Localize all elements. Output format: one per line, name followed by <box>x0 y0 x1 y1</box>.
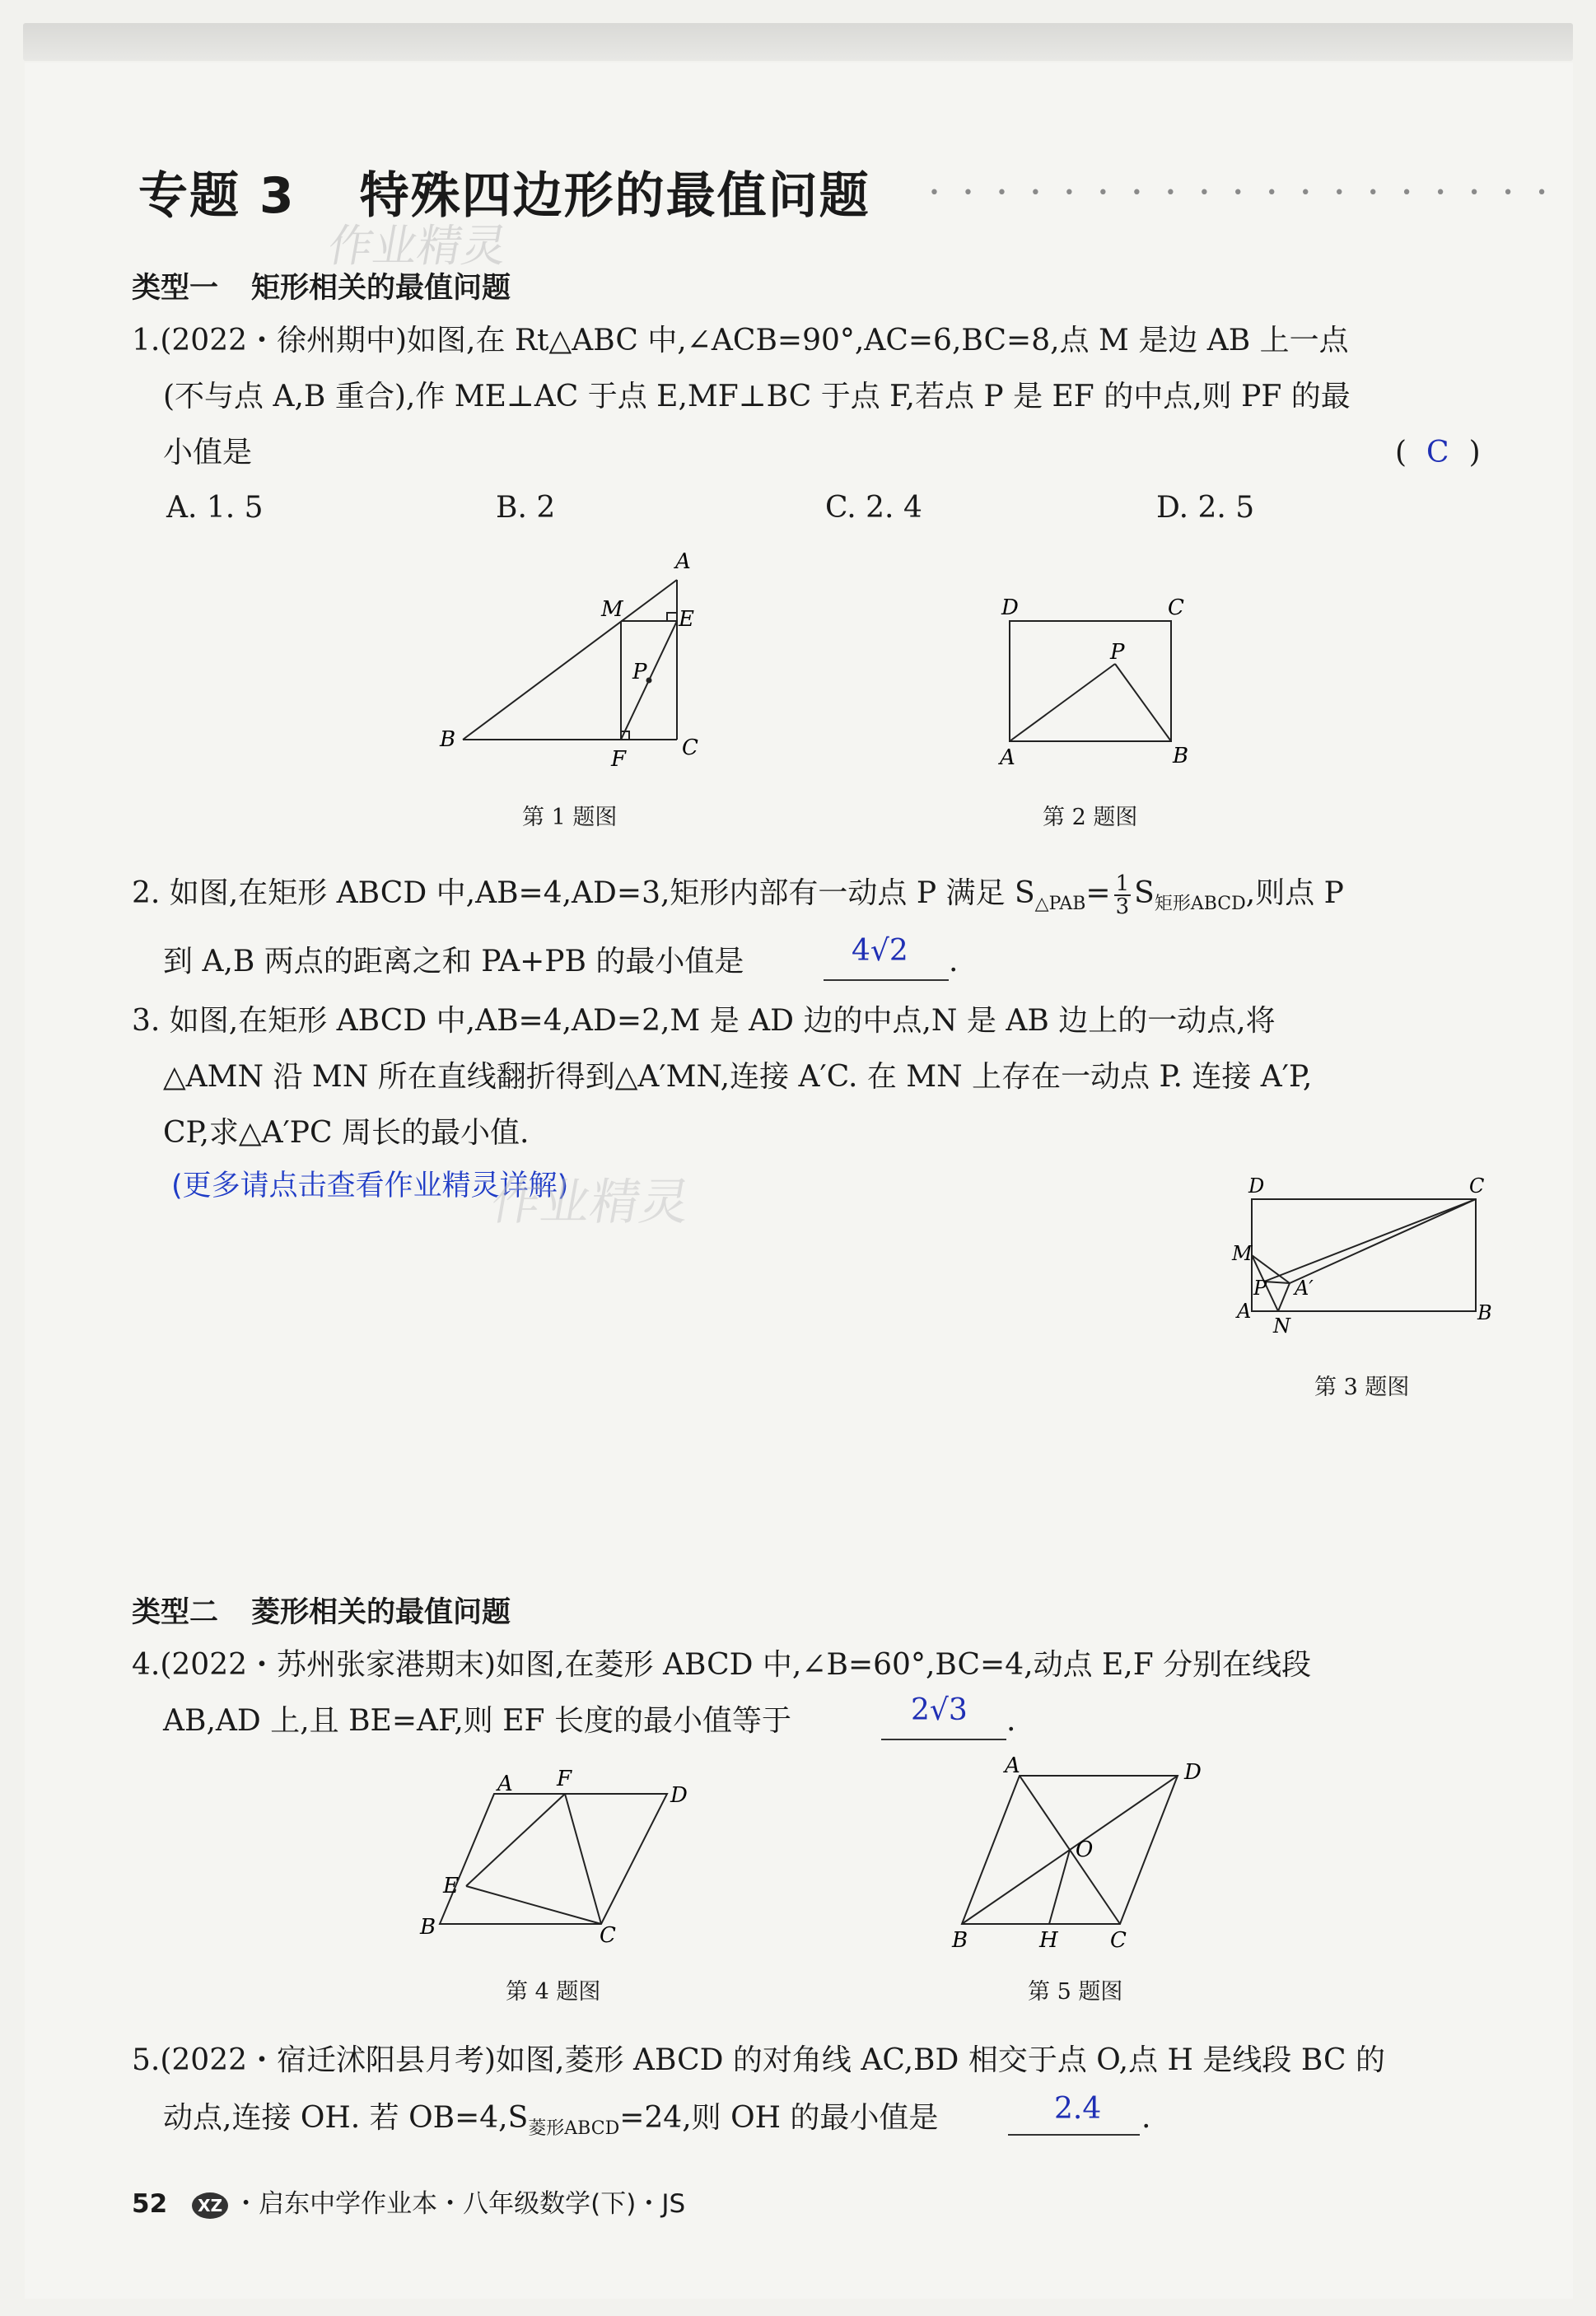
label-m: M <box>601 597 623 622</box>
segment-ec <box>466 1886 601 1924</box>
label-d: D <box>670 1783 688 1808</box>
q2-line-2: 到 A,B 两点的距离之和 PA+PB 的最小值是 <box>163 945 744 978</box>
section-heading-2 <box>132 1590 511 1631</box>
label-b: B <box>440 727 456 752</box>
q1-option-a: A. 1. 5 <box>166 491 264 525</box>
footer-text: ・启东中学作业本・八年级数学(下)・JS <box>233 2189 686 2219</box>
label-f: F <box>557 1767 572 1791</box>
caption-fig-1: 第 1 题图 <box>522 805 618 830</box>
figure-3 <box>1227 1170 1499 1342</box>
q4-period: . <box>1006 1704 1016 1738</box>
more-details-link[interactable]: (更多请点击查看作业精灵详解) <box>171 1170 569 1202</box>
top-shadow-band <box>23 23 1573 61</box>
q1-option-b: B. 2 <box>496 491 556 525</box>
page-footer <box>132 2183 685 2220</box>
figure-5 <box>945 1751 1217 1957</box>
section-heading-1 <box>132 265 511 306</box>
watermark: 作业精灵 <box>324 220 511 272</box>
q2-sub-rect: 矩形ABCD <box>1154 894 1246 915</box>
q2-answer-blank <box>824 978 949 981</box>
q1-answer: C <box>1426 436 1449 469</box>
label-h: H <box>1039 1928 1058 1953</box>
label-b: B <box>952 1928 968 1953</box>
q1-line-3: 小值是 <box>163 436 253 469</box>
label-a: A <box>1000 745 1015 770</box>
label-a: A <box>675 549 691 574</box>
label-c: C <box>600 1923 616 1948</box>
publisher-badge-icon: XZ <box>192 2192 228 2219</box>
label-c: C <box>1469 1174 1485 1198</box>
q4-line-1: 4.(2022・苏州张家港期末)如图,在菱形 ABCD 中,∠B=60°,BC=4,动点 E,F 分别在线段 <box>132 1648 1312 1682</box>
segment-ef <box>466 1794 565 1886</box>
caption-fig-2: 第 2 题图 <box>1043 805 1138 830</box>
q1-option-d: D. 2. 5 <box>1156 491 1255 525</box>
q4-answer: 2√3 <box>911 1693 968 1727</box>
label-p: P <box>1110 640 1125 665</box>
label-o: O <box>1076 1837 1094 1862</box>
label-b: B <box>420 1915 436 1940</box>
q4-line-2: AB,AD 上,且 BE=AF,则 EF 长度的最小值等于 <box>163 1704 791 1738</box>
q4-answer-blank <box>881 1738 1006 1740</box>
topic-title: 特殊四边形的最值问题 <box>359 167 870 225</box>
label-p: P <box>632 660 647 684</box>
q3-line-1: 3. 如图,在矩形 ABCD 中,AB=4,AD=2,M 是 AD 边的中点,N 是 AB 边上的一动点,将 <box>132 1004 1276 1038</box>
label-d: D <box>1248 1174 1265 1198</box>
label-e: E <box>679 607 694 632</box>
topic-label: 专题 3 <box>138 167 296 225</box>
q1-line-1: 1.(2022・徐州期中)如图,在 Rt△ABC 中,∠ACB=90°,AC=6,BC=8,点 M 是边 AB 上一点 <box>132 324 1349 357</box>
section-title: 矩形相关的最值问题 <box>251 272 511 305</box>
section-label: 类型二 <box>132 1596 219 1629</box>
q5-answer: 2.4 <box>1054 2092 1102 2126</box>
label-n: N <box>1273 1314 1290 1338</box>
label-b: B <box>1477 1301 1492 1324</box>
q2-line-1: 2. 如图,在矩形 ABCD 中,AB=4,AD=3,矩形内部有一动点 P 满足 $S_{\triangle PAB}=$ $\frac{1}{3}$ $S_{矩形ABCD}$,则点 P <box>132 871 1344 919</box>
figure-4 <box>412 1763 708 1952</box>
q5-line-2: 动点,连接 OH. 若 $OB=4,S_{菱形ABCD}=24$,则 OH 的最小值是 <box>163 2101 939 2140</box>
q1-line-2: (不与点 A,B 重合),作 ME⊥AC 于点 E,MF⊥BC 于点 F,若点 P 是 EF 的中点,则 PF 的最 <box>163 380 1351 413</box>
segment-pb <box>1115 664 1171 741</box>
q1-option-c: C. 2. 4 <box>825 491 922 525</box>
page-number: 52 <box>132 2189 168 2219</box>
segment-na1 <box>1278 1283 1290 1311</box>
q5-period: . <box>1141 2101 1151 2135</box>
q2-period: . <box>949 945 959 978</box>
right-angle-e <box>667 613 677 621</box>
q1-answer-bracket: ( C ) <box>1395 436 1481 469</box>
label-b: B <box>1173 744 1189 768</box>
q2-sub-pab: △PAB <box>1034 894 1086 915</box>
label-a: A <box>497 1772 513 1796</box>
figure-2 <box>985 593 1199 774</box>
point-p <box>646 678 652 684</box>
label-a-prime: A′ <box>1295 1277 1314 1300</box>
caption-fig-4: 第 4 题图 <box>506 1979 601 2005</box>
label-c: C <box>1168 595 1184 620</box>
caption-fig-5: 第 5 题图 <box>1028 1979 1123 2005</box>
segment-pc <box>1264 1199 1476 1282</box>
title-dot-leader: ••••••••••••••••••• <box>929 183 1570 203</box>
q2-fraction: $\frac{1}{3}$ <box>1115 871 1130 919</box>
label-f: F <box>611 747 627 772</box>
label-a: A <box>1237 1300 1252 1323</box>
label-c: C <box>682 735 698 760</box>
q5-answer-blank <box>1008 2133 1140 2136</box>
q3-line-3: CP,求△A′PC 周长的最小值. <box>163 1116 530 1150</box>
caption-fig-3: 第 3 题图 <box>1314 1375 1410 1400</box>
q2-answer: 4√2 <box>852 934 908 968</box>
label-d: D <box>1001 595 1019 620</box>
segment-pa1 <box>1264 1282 1290 1283</box>
segment-fc <box>565 1794 601 1924</box>
label-a: A <box>1005 1753 1020 1778</box>
label-e: E <box>443 1874 459 1898</box>
segment-pa <box>1010 664 1115 741</box>
q5-line-1: 5.(2022・宿迁沭阳县月考)如图,菱形 ABCD 的对角线 AC,BD 相交于点 O,点 H 是线段 BC 的 <box>132 2043 1385 2077</box>
q5-sub-rhombus: 菱形ABCD <box>528 2118 620 2140</box>
q3-line-2: △AMN 沿 MN 所在直线翻折得到△A′MN,连接 A′C. 在 MN 上存在一动点 P. 连接 A′P, <box>163 1060 1313 1094</box>
label-p: P <box>1253 1277 1267 1300</box>
rhombus-abcd <box>440 1794 667 1924</box>
label-d: D <box>1184 1760 1202 1785</box>
label-c: C <box>1110 1928 1127 1953</box>
figure-1 <box>428 544 725 774</box>
section-title: 菱形相关的最值问题 <box>251 1596 511 1629</box>
segment-a1c <box>1290 1199 1476 1283</box>
watermark-2: 作业精灵 <box>486 1174 695 1231</box>
section-label: 类型一 <box>132 272 219 305</box>
label-m: M <box>1232 1242 1253 1265</box>
